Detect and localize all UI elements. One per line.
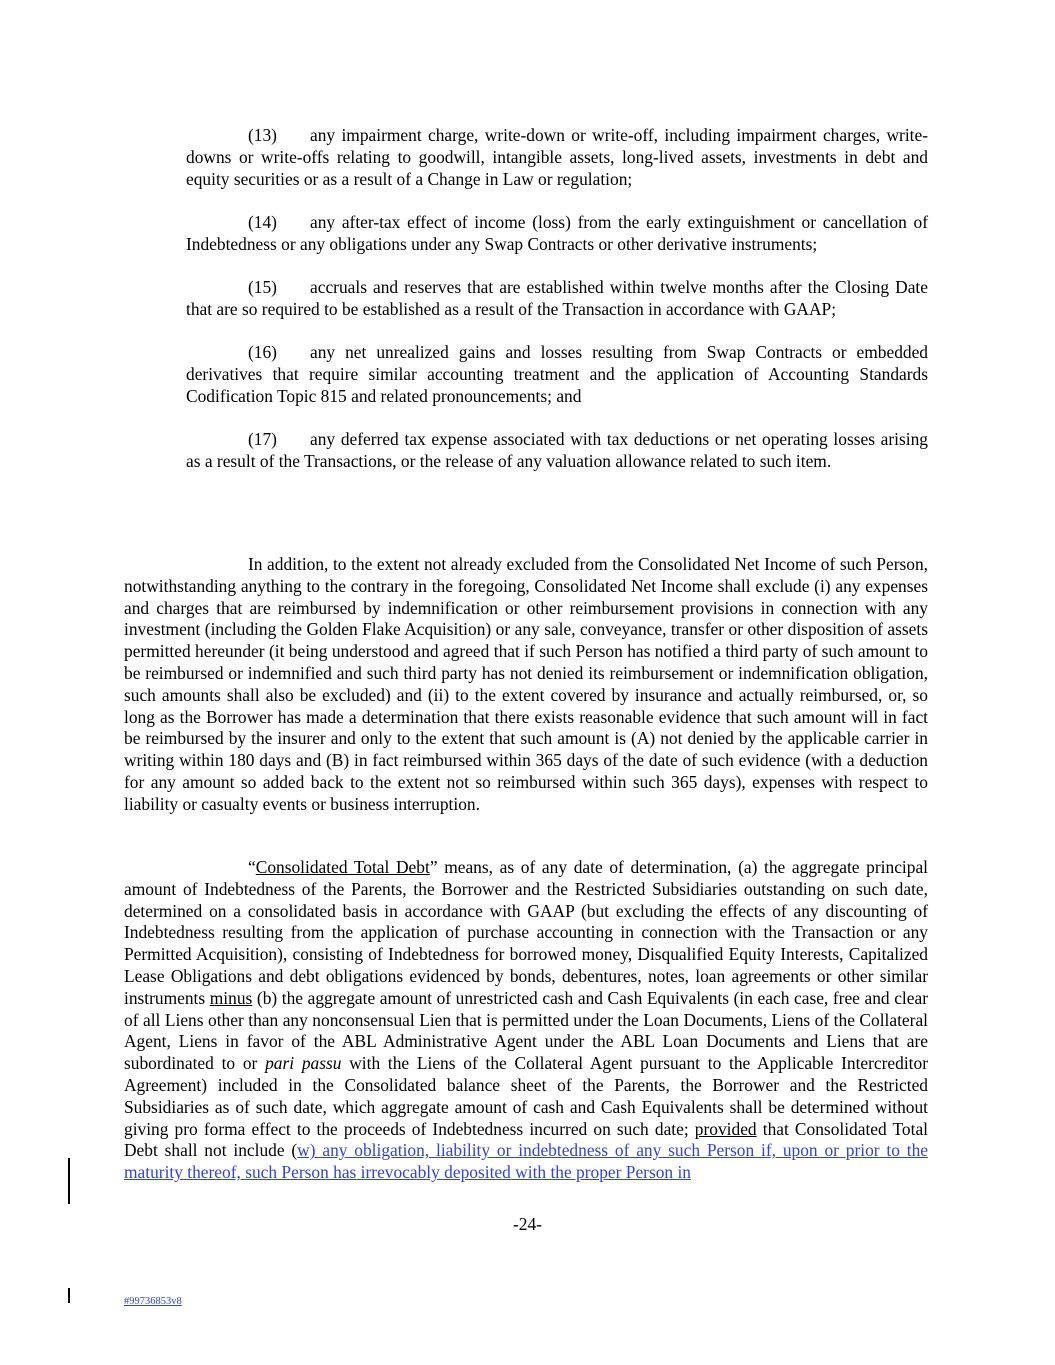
item-number: (17) — [248, 428, 277, 449]
addition-paragraph-text: In addition, to the extent not already excluded from the Consolidated Net Income of such Person, notwithstanding anything to the contrary in the foregoing, Consolidated Net Income shall exclude (i) any expenses and charges that are reimbursed by indemnification or other reimbursement provisions in connection with any investment (including the Golden Flake Acquisition) or any sale, conveyance, transfer or other disposition of assets permitted hereunder (it being understood and agreed that if such Person has notified a third party of such amount to be reimbursed or indemnified and such third party has not denied its reimbursement or indemnification obligation, such amounts shall also be excluded) and (ii) to the extent covered by insurance and actually reimbursed, or, so long as the Borrower has made a determination that there exists reasonable evidence that such amount will in fact be reimbursed by the insurer and only to the extent that such amount is (A) not denied by the applicable carrier in writing within 180 days and (B) in fact reimbursed within 365 days of the date of such evidence (with a deduction for any amount so added back to the extent not so reimbursed within such 365 days), expenses with respect to liability or casualty events or business interruption. — [124, 554, 928, 814]
item-text: accruals and reserves that are established within twelve months after the Closing Date that are so required to be established as a result of the Transaction in accordance with GAAP; — [186, 276, 928, 319]
item-text: any impairment charge, write-down or write-off, including impairment charges, write-downs or write-offs relating to goodwill, intangible assets, long-lived assets, investments in debt and equity securities or as a result of a Change in Law or regulation; — [186, 125, 928, 189]
open-quote: “ — [248, 857, 256, 877]
definition-text-part-1: means, as of any date of determination, (a) the aggregate principal amount of Indebtedness of the Parents, the Borrower and the Restricted Subsidiaries outstanding on such date, determined on a consolidated basis in accordance with GAAP (but excluding the effects of any discounting of Indebtedness resulting from the application of purchase accounting in connection with the Transaction or any Permitted Acquisition), consisting of Indebtedness for borrowed money, Disqualified Equity Interests, Capitalized Lease Obligations and debt obligations evidenced by bonds, debentures, notes, loan agreements or other similar instruments — [124, 857, 928, 1008]
provided-term: provided — [694, 1118, 757, 1139]
item-number: (14) — [248, 211, 277, 232]
definition-text-part-3: with the Liens of the Collateral Agent pursuant to the Applicable Intercreditor Agreement) included in the Consolidated balance sheet of the Parents, the Borrower and the Restricted Subsidiaries as of such date, which aggregate amount of cash and Cash Equivalents shall be determined without giving pro forma effect to the proceeds of Indebtedness incurred on such date; — [124, 1053, 929, 1139]
item-number: (15) — [248, 276, 277, 297]
item-number: (13) — [248, 125, 277, 145]
list-item — [186, 429, 928, 473]
inserted-revision-text[interactable]: w) any obligation, liability or indebtedness of any such Person if, upon or prior to the maturity thereof, such Person has irrevocably deposited with the proper Person in — [124, 1140, 928, 1183]
item-text: any net unrealized gains and losses resulting from Swap Contracts or embedded derivatives that require similar accounting treatment and the application of Accounting Standards Codification Topic 815 and related pronouncements; and — [186, 342, 928, 406]
revision-change-bar — [68, 1158, 70, 1204]
list-item — [186, 342, 928, 407]
page-number: -24- — [513, 1214, 542, 1234]
list-item — [186, 125, 928, 190]
defined-term: Consolidated Total Debt — [255, 857, 430, 877]
document-id-link[interactable]: #99736853v8 — [124, 1296, 182, 1307]
definition-text-part-4: that Consolidated Total Debt shall not include ( — [124, 1118, 929, 1161]
item-text: any after-tax effect of income (loss) from the early extinguishment or cancellation of Indebtedness or any obligations under any Swap Contracts or other derivative instruments; — [186, 211, 928, 254]
minus-term: minus — [209, 987, 253, 1008]
list-item — [186, 277, 928, 321]
revision-change-bar — [68, 1288, 70, 1303]
item-number: (16) — [248, 342, 277, 363]
list-item — [186, 212, 928, 256]
pari-passu-term: pari passu — [265, 1053, 342, 1074]
definition-text-part-2: (b) the aggregate amount of unrestricted cash and Cash Equivalents (in each case, free and clear of all Liens other than any nonconsensual Lien that is permitted under the Loan Documents, Liens of the Collateral Agent, Liens in favor of the ABL Administrative Agent under the ABL Loan Documents and Liens that are subordinated to or — [124, 987, 928, 1074]
consolidated-total-debt-definition — [124, 857, 928, 1184]
close-quote: ” — [429, 857, 438, 877]
enumerated-items — [186, 125, 928, 494]
item-text: any deferred tax expense associated with tax deductions or net operating losses arising as a result of the Transactions, or the release of any valuation allowance related to such item. — [186, 428, 928, 471]
addition-paragraph — [124, 554, 928, 816]
